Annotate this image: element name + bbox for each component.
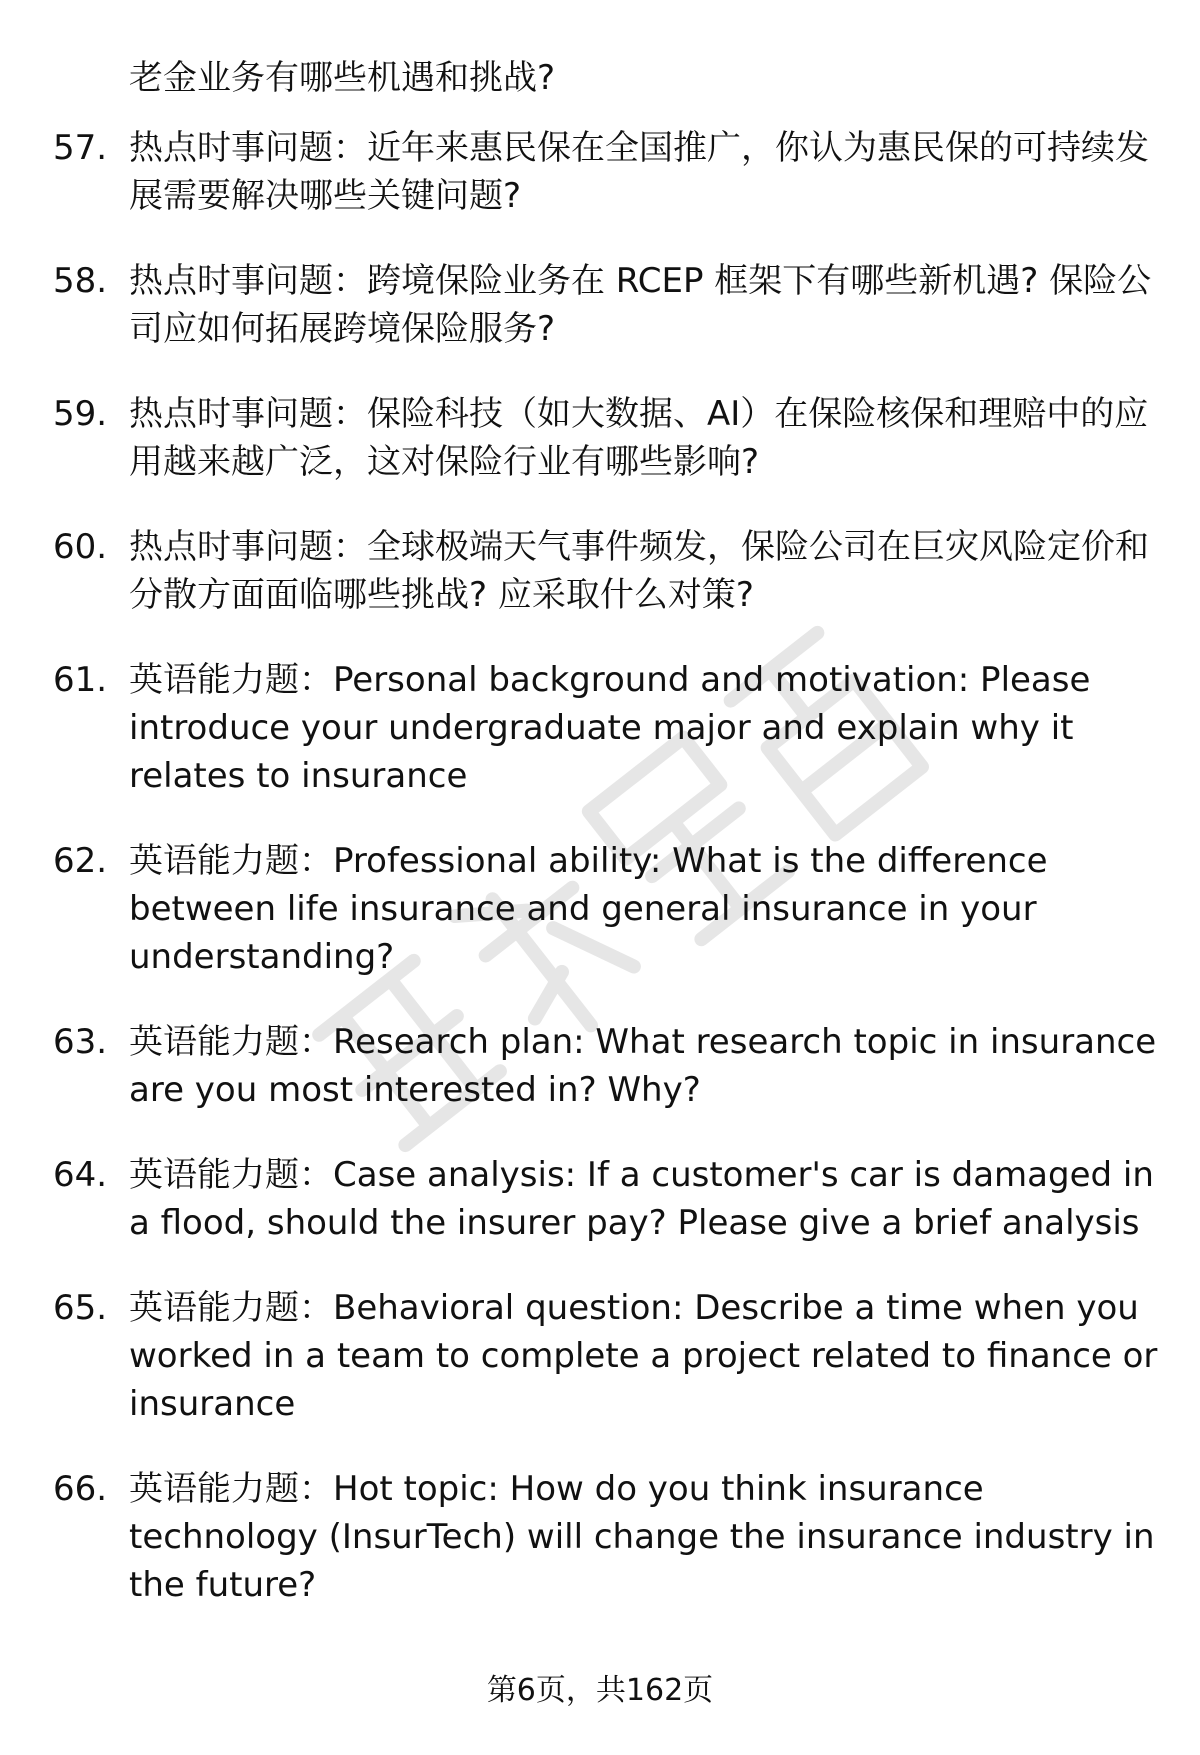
question-item: [0, 1284, 1200, 1428]
question-text: 英语能力题：Behavioral question: Describe a time when you worked in a team to complete a project related to finance or insurance: [129, 1288, 1158, 1424]
question-item: [0, 390, 1200, 486]
question-item: [0, 1151, 1200, 1247]
question-text: 热点时事问题：跨境保险业务在 RCEP 框架下有哪些新机遇? 保险公司应如何拓展跨境保险服务?: [129, 261, 1152, 349]
question-text: 英语能力题：Hot topic: How do you think insurance technology (InsurTech) will change the insurance industry in the future?: [129, 1469, 1155, 1605]
question-item: [0, 837, 1200, 981]
question-item: [0, 656, 1200, 800]
continuation-text: 老金业务有哪些机遇和挑战?: [129, 58, 556, 98]
question-item: [0, 1018, 1200, 1114]
question-number: 59.: [53, 394, 108, 434]
question-number: 57.: [53, 128, 108, 168]
question-text: 英语能力题：Professional ability: What is the difference between life insurance and general insurance in your understanding?: [129, 841, 1048, 977]
page-number: 第6页，共162页: [486, 1673, 714, 1708]
question-item: [0, 257, 1200, 353]
question-text: 英语能力题：Research plan: What research topic in insurance are you most interested in? Why?: [129, 1022, 1157, 1110]
question-number: 60.: [53, 527, 108, 567]
question-number: 61.: [53, 660, 108, 700]
question-number: 63.: [53, 1022, 108, 1062]
question-number: 64.: [53, 1155, 108, 1195]
question-text: 热点时事问题：近年来惠民保在全国推广，你认为惠民保的可持续发展需要解决哪些关键问题?: [129, 128, 1149, 216]
question-number: 62.: [53, 841, 108, 881]
question-number: 58.: [53, 261, 108, 301]
question-text: 热点时事问题：保险科技（如大数据、AI）在保险核保和理赔中的应用越来越广泛，这对保险行业有哪些影响?: [129, 394, 1149, 482]
question-text: 英语能力题：Case analysis: If a customer's car is damaged in a flood, should the insurer pay? Please give a brief analysis: [129, 1155, 1154, 1243]
question-item: [0, 124, 1200, 220]
question-text: 热点时事问题：全球极端天气事件频发，保险公司在巨灾风险定价和分散方面面临哪些挑战? 应采取什么对策?: [129, 527, 1149, 615]
question-text: 英语能力题：Personal background and motivation: Please introduce your undergraduate major and explain why it relates to insurance: [129, 660, 1091, 796]
question-number: 66.: [53, 1469, 108, 1509]
question-number: 65.: [53, 1288, 108, 1328]
question-item: [0, 1465, 1200, 1609]
question-list: [0, 124, 1200, 1646]
question-item: [0, 523, 1200, 619]
